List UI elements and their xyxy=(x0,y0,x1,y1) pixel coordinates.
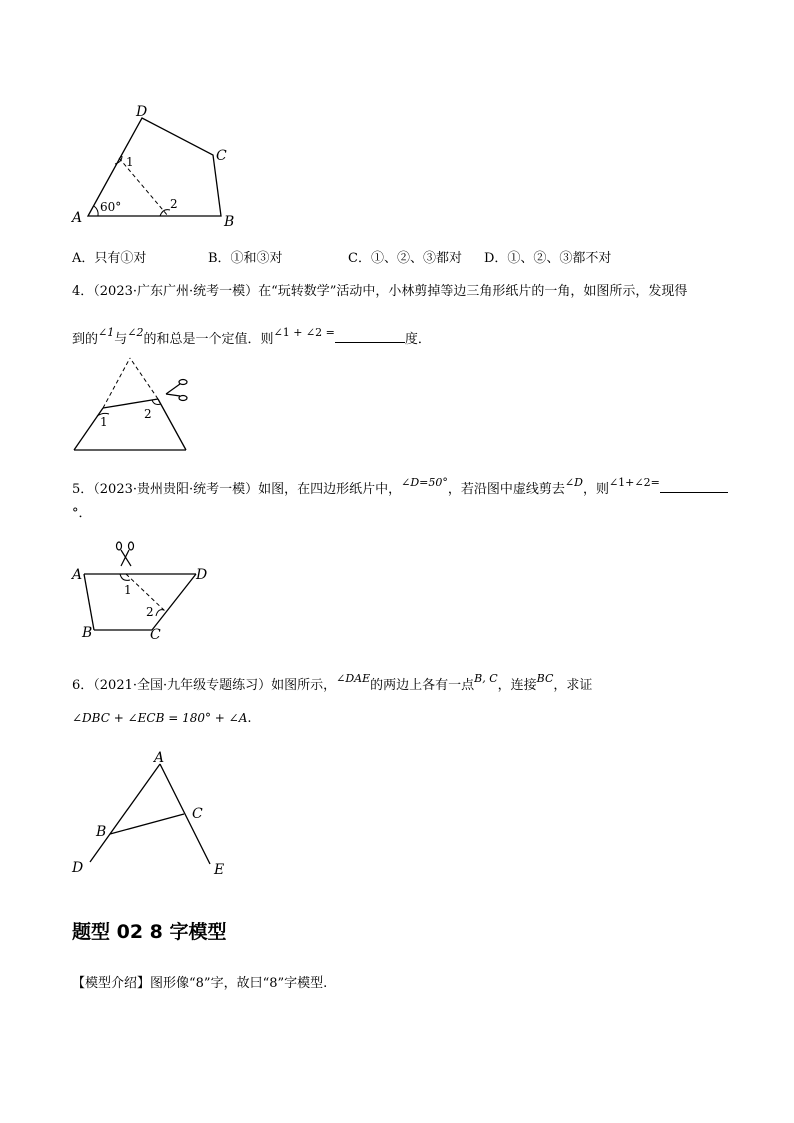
angle-1-label: 1 xyxy=(100,415,108,429)
label-C: C xyxy=(192,806,203,822)
triangle-figure xyxy=(66,352,206,456)
label-C: C xyxy=(150,627,161,642)
section-intro: 【模型介绍】图形像“8”字，故曰“8”字模型. xyxy=(72,976,328,991)
q4-math-angle2: ∠2 xyxy=(127,326,144,339)
angle-1-arc xyxy=(120,574,130,580)
left-edge xyxy=(84,574,94,630)
ray-AD xyxy=(90,764,160,862)
angle-60-label: 60° xyxy=(100,200,122,214)
label-A: A xyxy=(154,750,165,766)
dashed-right xyxy=(130,358,158,399)
q5-math-sum: ∠1+∠2= xyxy=(608,476,660,489)
q5-text-2: ，若沿图中虚线剪去 xyxy=(447,482,565,497)
q6-text-4: ，求证 xyxy=(553,678,593,693)
q6-math-BC-points: B, C xyxy=(474,672,498,685)
angle-figure xyxy=(66,748,236,882)
q6-math-BC: BC xyxy=(536,672,554,685)
angle-2-label: 2 xyxy=(170,197,178,211)
q4-text-3: 的和总是一个定值．则 xyxy=(143,332,274,347)
q6-line2 xyxy=(72,710,252,727)
label-B: B xyxy=(96,824,107,840)
q4-line2 xyxy=(72,328,431,348)
label-D: D xyxy=(196,567,208,583)
q6-period: . xyxy=(247,711,252,726)
label-D: D xyxy=(136,104,148,120)
q4-math-angle1: ∠1 xyxy=(98,326,115,339)
q5-answer-blank xyxy=(660,478,728,493)
label-E: E xyxy=(214,862,225,878)
angle-2-arc xyxy=(156,610,164,616)
section-title: 题型 02 8 字模型 xyxy=(72,921,227,943)
label-B: B xyxy=(224,214,235,230)
label-C: C xyxy=(216,148,227,164)
option-c: C．①、②、③都对 xyxy=(348,251,462,266)
q4-line1: 4．（2023·广东广州·统考一模）在“玩转数学”活动中，小林剪掉等边三角形纸片的一角，如图所示，发现得 xyxy=(72,284,688,299)
angle-1-label: 1 xyxy=(124,583,132,597)
angle-1-label: 1 xyxy=(126,155,134,169)
option-a: A．只有①对 xyxy=(72,251,147,266)
q6-line1 xyxy=(72,672,593,694)
q4-math-sum: ∠1 + ∠2 = xyxy=(273,326,335,339)
right-edge xyxy=(152,574,196,630)
triangle-left-side xyxy=(74,408,103,450)
q6-formula: ∠DBC + ∠ECB = 180° + ∠A xyxy=(72,711,248,725)
q6-text-3: ，连接 xyxy=(497,678,537,693)
q5-line2: °． xyxy=(72,506,92,521)
q4-answer-blank xyxy=(335,328,405,343)
q5-math-D: ∠D xyxy=(564,476,583,489)
angle-60-arc xyxy=(94,206,98,216)
option-b: B．①和③对 xyxy=(208,251,283,266)
angle-2-label: 2 xyxy=(146,605,154,619)
q5-math-angleD: ∠D=50° xyxy=(401,476,448,489)
q4-text-1: 到的 xyxy=(72,332,99,347)
segment-BC xyxy=(110,814,184,834)
scissors-icon xyxy=(117,542,134,566)
quadrilateral-paper-figure xyxy=(66,536,226,642)
q4-text-2: 与 xyxy=(114,332,128,347)
q5-text-1: 5．（2023·贵州贵阳·统考一模）如图，在四边形纸片中， xyxy=(72,482,402,497)
option-d: D．①、②、③都不对 xyxy=(484,251,612,266)
label-B: B xyxy=(82,625,93,641)
label-A: A xyxy=(72,210,83,226)
q4-text-4: 度． xyxy=(404,332,431,347)
q5-text-3: ，则 xyxy=(582,482,609,497)
quadrilateral-figure xyxy=(60,100,250,230)
scissors-icon xyxy=(166,380,187,401)
triangle-right-side xyxy=(158,399,186,450)
label-D: D xyxy=(72,860,84,876)
angle-2-label: 2 xyxy=(144,407,152,421)
q5-line1 xyxy=(72,478,728,498)
q6-text-2: 的两边上各有一点 xyxy=(370,678,475,693)
dashed-left xyxy=(103,358,130,408)
q6-text-1: 6．（2021·全国·九年级专题练习）如图所示， xyxy=(72,678,337,693)
q6-math-DAE: ∠DAE xyxy=(336,672,371,685)
label-A: A xyxy=(72,567,83,583)
